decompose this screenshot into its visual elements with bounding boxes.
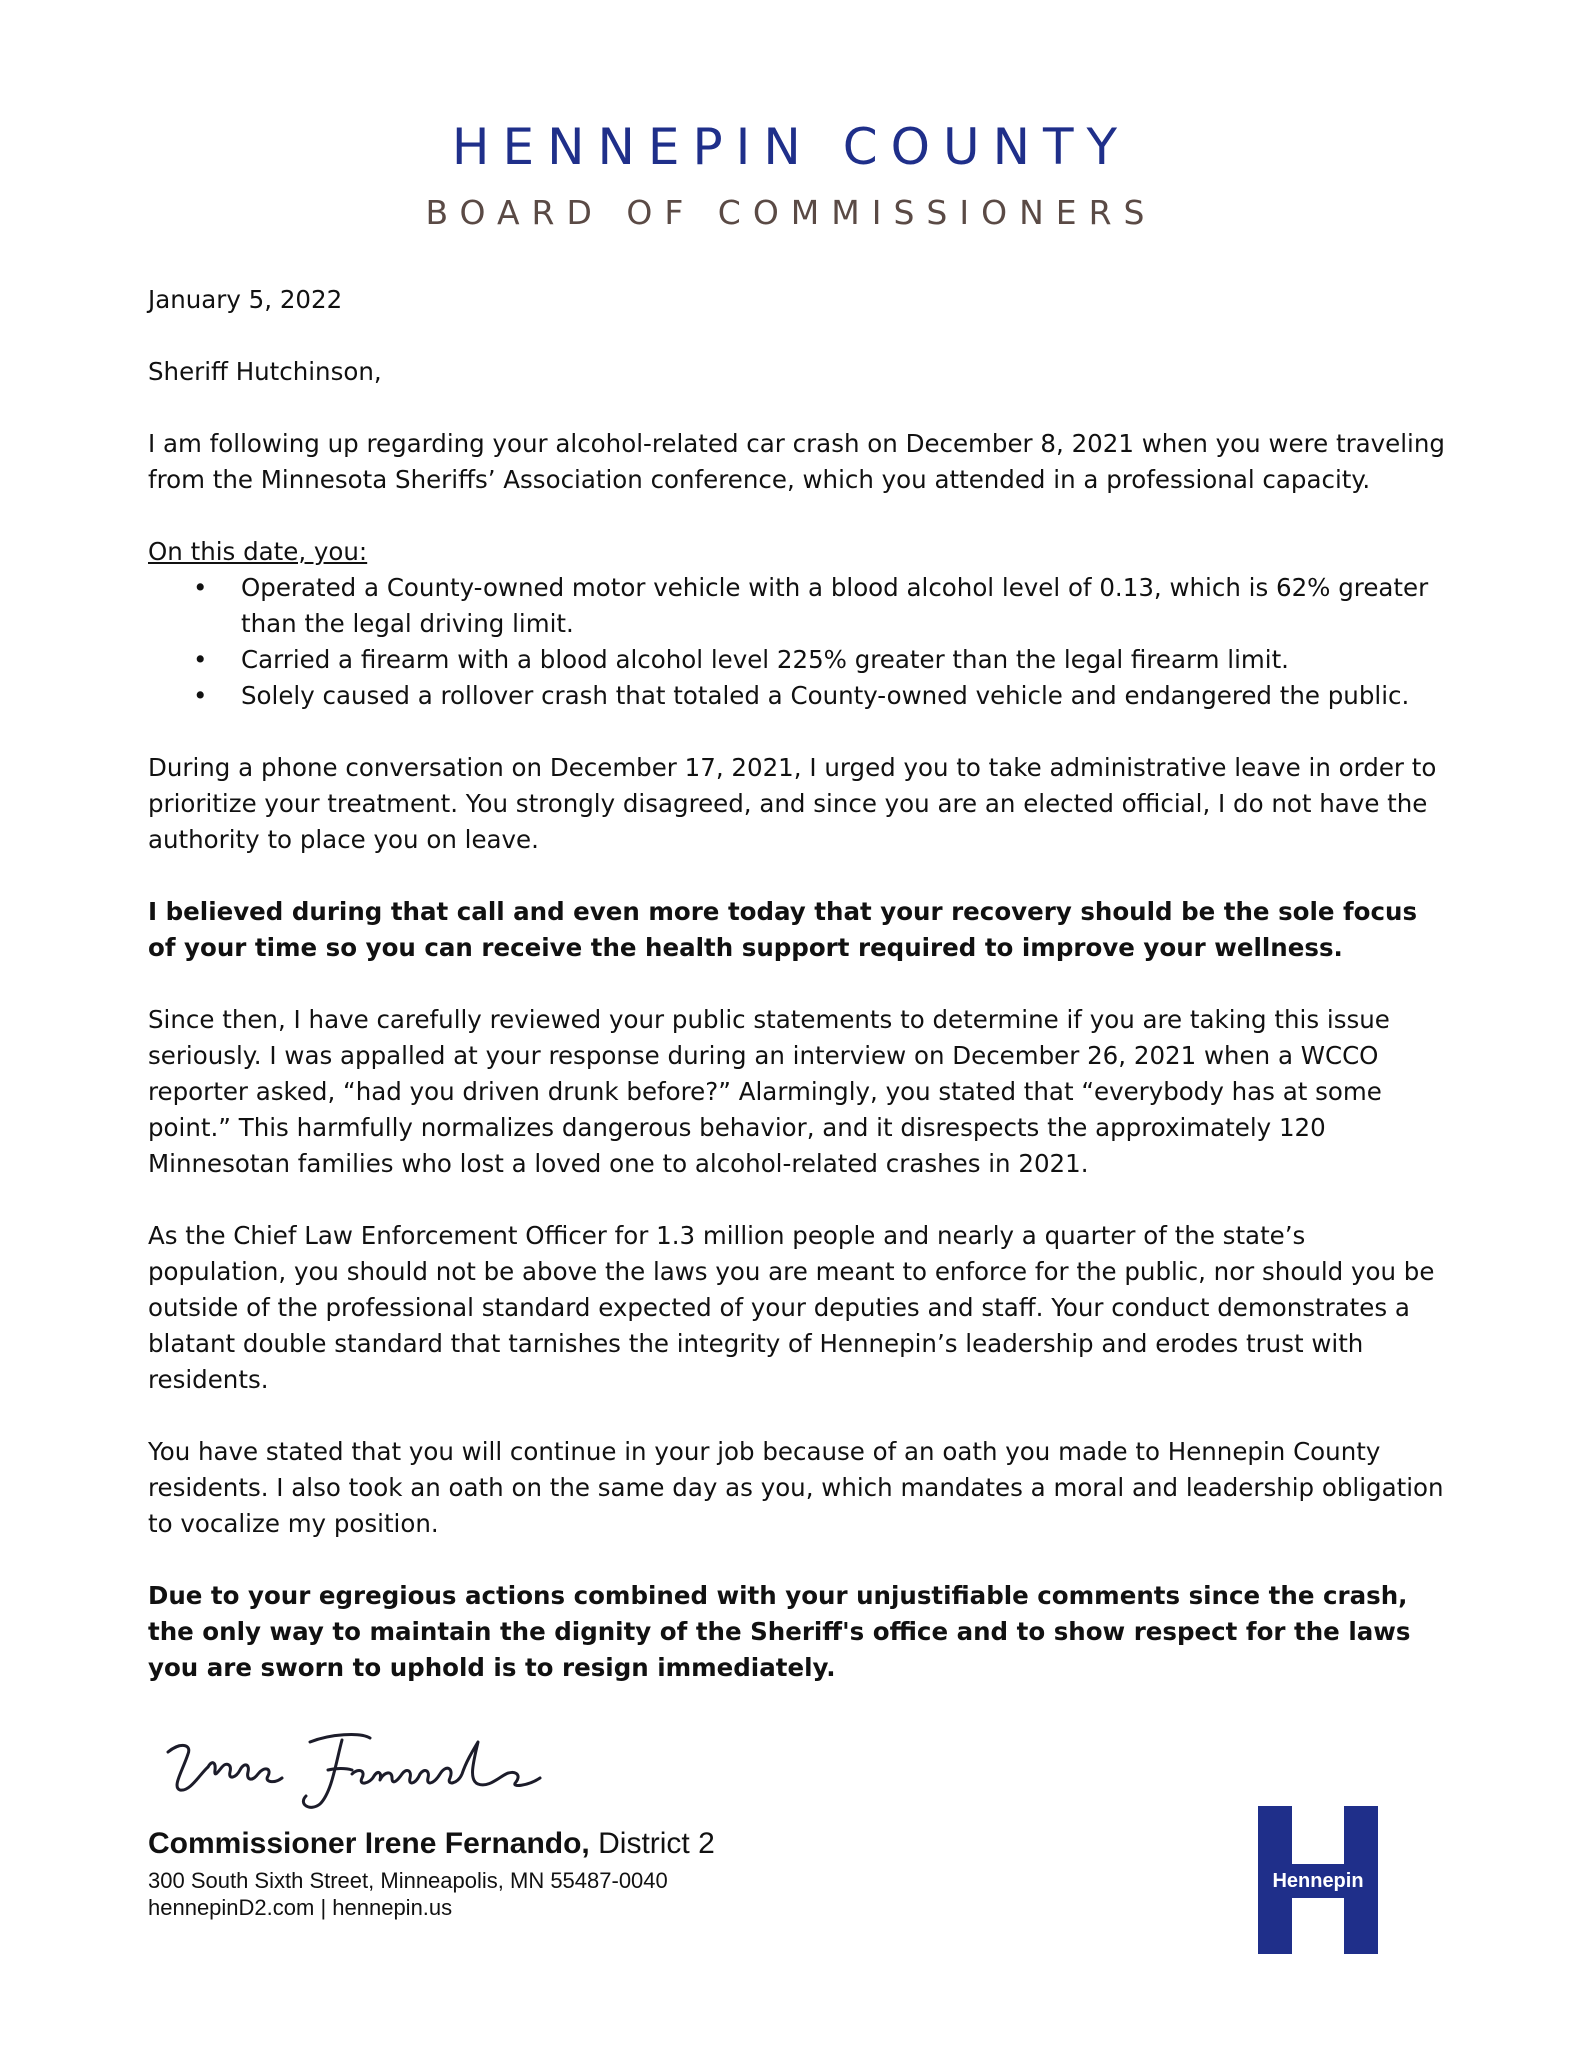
oath-paragraph: You have stated that you will continue in your job because of an oath you made to Hennepin County residents. I also took an oath on the same day as you, which mandates a moral and leadership obligation to vocalize my position.	[148, 1437, 1444, 1538]
belief-paragraph: I believed during that call and even more today that your recovery should be the sole focus of your time so you can receive the health support required to improve your wellness.	[148, 897, 1418, 962]
handwritten-signature	[160, 1712, 580, 1822]
phone-paragraph: During a phone conversation on December 17, 2021, I urged you to take administrative leave in order to prioritize your treatment. You strongly disagreed, and since you are an elected official, I do not have the authority to place you on leave.	[148, 753, 1437, 854]
bullet-item: • Carried a firearm with a blood alcohol level 225% greater than the legal firearm limit.	[148, 642, 1448, 678]
letterhead-title: HENNEPIN COUNTY	[451, 118, 1131, 176]
hennepin-logo	[1258, 1806, 1378, 1954]
commissioner-name-bold: Commissioner Irene Fernando,	[148, 1827, 590, 1860]
bullet-item: • Operated a County-owned motor vehicle with a blood alcohol level of 0.13, which is 62% greater than the legal driving limit.	[148, 570, 1448, 642]
office-address: 300 South Sixth Street, Minneapolis, MN 55487-0040	[148, 1868, 668, 1893]
hennepin-logo-text: Hennepin	[1272, 1870, 1364, 1892]
review-paragraph: Since then, I have carefully reviewed your public statements to determine if you are taking this issue seriously. I was appalled at your response during an interview on December 26, 2021 when a WCCO reporter asked, “had you driven drunk before?” Alarmingly, you stated that “everybody has at some point.” This harmfully normalizes dangerous behavior, and it disrespects the approximately 120 Minnesotan families who lost a loved one to alcohol-related crashes in 2021.	[148, 1005, 1390, 1178]
letter-salutation: Sheriff Hutchinson,	[148, 357, 382, 386]
commissioner-district: District 2	[589, 1827, 715, 1860]
chief-paragraph: As the Chief Law Enforcement Officer for 1.3 million people and nearly a quarter of the state’s population, you should not be above the laws you are meant to enforce for the public, nor should you be outside of the professional standard expected of your deputies and staff. Your conduct demonstrates a blatant double standard that tarnishes the integrity of Hennepin’s leadership and erodes trust with residents.	[148, 1221, 1435, 1394]
websites: hennepinD2.com | hennepin.us	[148, 1895, 453, 1920]
commissioner-name	[148, 1827, 715, 1861]
resign-paragraph: Due to your egregious actions combined with your unjustifiable comments since the crash, the only way to maintain the dignity of the Sheriff's office and to show respect for the laws you are sworn to uphold is to resign immediately.	[148, 1581, 1411, 1682]
bullet-list	[148, 570, 1448, 714]
letter-date: January 5, 2022	[148, 285, 343, 314]
letterhead-subtitle: BOARD OF COMMISSIONERS	[425, 193, 1157, 232]
letter-body	[148, 282, 1448, 1722]
list-heading: On this date, you:	[148, 537, 368, 566]
bullet-item: • Solely caused a rollover crash that totaled a County-owned vehicle and endangered the public.	[148, 678, 1448, 714]
intro-paragraph: I am following up regarding your alcohol-related car crash on December 8, 2021 when you were traveling from the Minnesota Sheriffs’ Association conference, which you attended in a professional capacity.	[148, 429, 1445, 494]
